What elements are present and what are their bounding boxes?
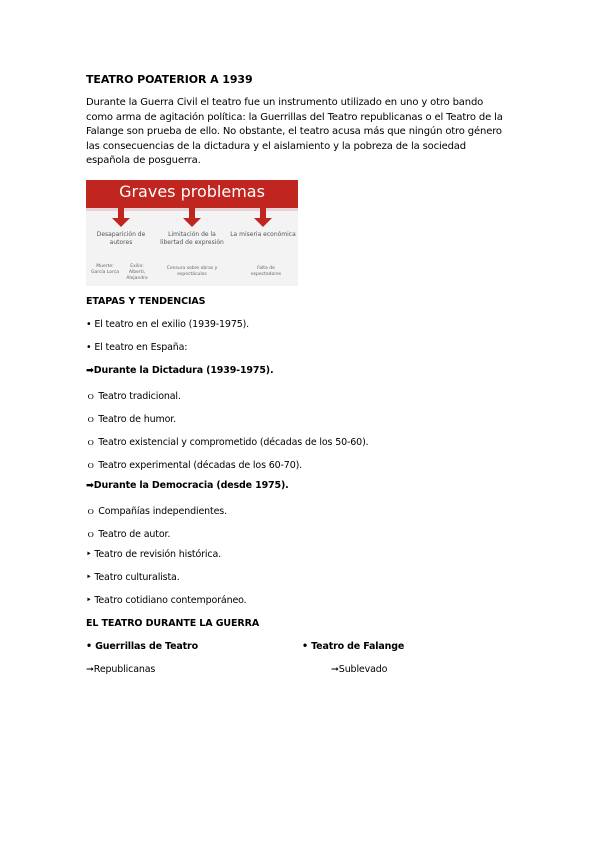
- figure-sub-right-col: Falta de espectadores: [250, 266, 282, 277]
- page-title: TEATRO POATERIOR A 1939: [86, 73, 253, 86]
- list-item: ｏ Compañías independientes.: [86, 506, 227, 517]
- figure-sub-middle: Censura sobre obras y espectáculos: [166, 266, 218, 277]
- list-item-subheading: ➡Durante la Democracia (desde 1975).: [86, 480, 289, 491]
- list-item: • El teatro en el exilio (1939-1975).: [86, 319, 250, 330]
- falange-title: • Teatro de Falange: [302, 641, 405, 652]
- section-heading-etapas: ETAPAS Y TENDENCIAS: [86, 296, 206, 307]
- down-arrow-head-icon: [254, 218, 272, 227]
- figure-column-1: [86, 208, 156, 247]
- figure-column-label: La miseria económica: [230, 231, 296, 238]
- list-item: ｏ Teatro existencial y comprometido (décadas de los 50-60).: [86, 437, 369, 448]
- list-item: ‣ Teatro de revisión histórica.: [86, 549, 221, 560]
- list-item: ｏ Teatro experimental (décadas de los 60-70).: [86, 460, 303, 471]
- down-arrow-icon: [260, 208, 266, 218]
- down-arrow-icon: [118, 208, 124, 218]
- guerrillas-sub: ➞Republicanas: [86, 664, 156, 675]
- figure-column-2: [157, 208, 227, 247]
- list-item-subheading: ➡Durante la Dictadura (1939-1975).: [86, 365, 274, 376]
- figure-header: Graves problemas: [86, 180, 298, 208]
- falange-sub: ➞Sublevado: [331, 664, 388, 675]
- figure-column-label: Desaparición de autores: [96, 231, 146, 246]
- down-arrow-head-icon: [183, 218, 201, 227]
- list-item: • El teatro en España:: [86, 342, 188, 353]
- list-item: ｏ Teatro de humor.: [86, 414, 176, 425]
- section-heading-guerra: EL TEATRO DURANTE LA GUERRA: [86, 618, 260, 629]
- guerrillas-title: • Guerrillas de Teatro: [86, 641, 198, 652]
- intro-paragraph: Durante la Guerra Civil el teatro fue un instrumento utilizado en uno y otro bando como arma de agitación política: la Guerrillas del Teatro republicanas o el Teatro de la Falange son prueba de ello. No obstante, el teatro acusa más que ningún otro género las consecuencias de la dictadura y el aislamiento y la pobreza de la sociedad española de posguerra.: [86, 97, 503, 167]
- figure-column-3: [228, 208, 298, 239]
- graves-problemas-figure: [86, 180, 298, 286]
- list-item: ｏ Teatro de autor.: [86, 529, 171, 540]
- figure-sub-left: Muerte: García Lorca: [90, 264, 120, 275]
- list-item: ‣ Teatro culturalista.: [86, 572, 180, 583]
- down-arrow-head-icon: [112, 218, 130, 227]
- list-item: ｏ Teatro tradicional.: [86, 391, 181, 402]
- down-arrow-icon: [189, 208, 195, 218]
- list-item: ‣ Teatro cotidiano contemporáneo.: [86, 595, 247, 606]
- figure-column-label: Limitación de la libertad de expresión: [160, 231, 224, 246]
- figure-sub-right: Exilio: Alberti, Alejandro: [126, 264, 148, 281]
